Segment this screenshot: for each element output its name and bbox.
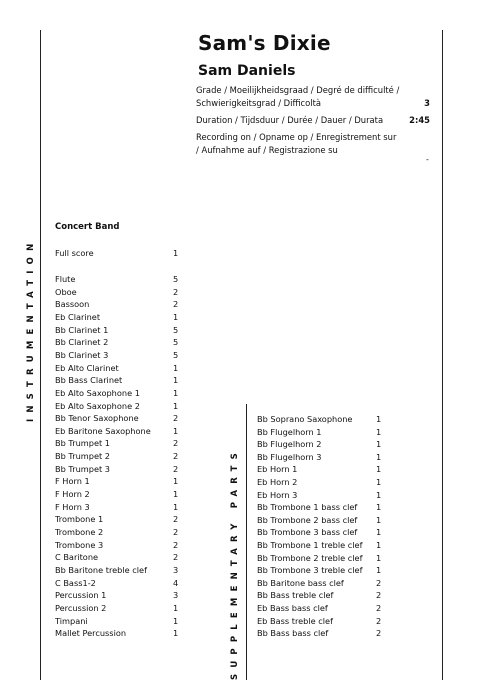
part-name: Timpani [55, 615, 88, 626]
list-item [257, 476, 382, 489]
part-qty: 2 [376, 603, 382, 613]
part-name: Percussion 1 [55, 590, 107, 601]
list-item [257, 627, 382, 640]
part-qty: 2 [173, 451, 179, 462]
list-item [55, 577, 179, 590]
part-name: Bb Flugelhorn 2 [257, 439, 322, 450]
part-qty: 2 [173, 299, 179, 310]
part-name: Eb Bass bass clef [257, 603, 328, 613]
part-name: Bb Trumpet 1 [55, 438, 110, 449]
instrumentation-label: INSTRUMENTATION [26, 237, 36, 422]
part-qty: 1 [376, 414, 382, 424]
part-qty: 1 [376, 439, 382, 450]
list-item [55, 437, 179, 450]
list-item [257, 552, 382, 565]
part-qty: 2 [173, 539, 179, 550]
list-item [257, 589, 382, 602]
list-item [55, 311, 179, 324]
part-qty: 1 [173, 602, 179, 613]
list-item [55, 412, 179, 425]
part-name: Percussion 2 [55, 602, 107, 613]
part-name: Oboe [55, 286, 77, 297]
list-item [55, 615, 179, 628]
part-qty: 5 [173, 274, 179, 284]
part-qty: 2 [173, 527, 179, 537]
full-score-row [55, 247, 181, 260]
part-name: Eb Alto Saxophone 1 [55, 387, 140, 398]
section-title: Concert Band [55, 222, 120, 232]
part-name: Trombone 2 [55, 527, 104, 537]
part-qty: 1 [173, 311, 179, 322]
list-item [55, 349, 179, 362]
list-item [257, 539, 382, 552]
part-name: Bb Trombone 1 treble clef [257, 540, 363, 550]
list-item [257, 501, 382, 514]
part-qty: 1 [173, 425, 179, 436]
recording-info [196, 131, 430, 157]
part-qty: 1 [173, 387, 179, 398]
part-qty: 1 [376, 540, 382, 550]
part-qty: 1 [173, 489, 179, 500]
list-item [55, 273, 179, 286]
part-name: F Horn 1 [55, 476, 90, 487]
list-item [55, 463, 179, 476]
part-name: Bb Trombone 3 treble clef [257, 565, 363, 576]
duration-label: Duration / Tijdsduur / Durée / Dauer / Durata [196, 115, 384, 125]
composer-name: Sam Daniels [198, 63, 296, 79]
piece-title: Sam's Dixie [198, 31, 331, 55]
part-name: Eb Horn 2 [257, 477, 298, 487]
part-qty: 1 [173, 628, 179, 639]
part-name: Bb Bass treble clef [257, 590, 334, 601]
recording-label: Recording on / Opname op / Enregistrement sur / Aufnahme auf / Registrazione su [196, 132, 397, 155]
part-name: C Bass1-2 [55, 577, 96, 588]
list-item [257, 438, 382, 451]
part-qty: 2 [376, 577, 382, 588]
part-name: Bb Bass Clarinet [55, 375, 123, 386]
part-name: Bb Trumpet 3 [55, 463, 110, 474]
list-item [55, 488, 179, 501]
part-qty: 2 [173, 286, 179, 297]
list-item [55, 362, 179, 375]
list-item [55, 425, 179, 438]
list-item [257, 526, 382, 539]
part-name: Eb Horn 1 [257, 464, 298, 475]
list-item [55, 400, 179, 413]
part-name: Bb Flugelhorn 1 [257, 426, 322, 437]
list-item [257, 514, 382, 527]
part-qty: 1 [376, 565, 382, 576]
list-item [257, 564, 382, 577]
part-qty: 2 [376, 628, 382, 639]
list-item [55, 564, 179, 577]
grade-value: 3 [424, 98, 430, 108]
list-item [55, 539, 179, 552]
list-item [55, 513, 179, 526]
list-item [55, 336, 179, 349]
part-qty: 4 [173, 577, 179, 588]
part-qty: 1 [376, 477, 382, 487]
part-name: Bb Trombone 2 treble clef [257, 552, 363, 563]
part-qty: 3 [173, 564, 179, 575]
part-qty: 2 [173, 413, 179, 424]
list-item [55, 602, 179, 615]
part-name: Flute [55, 274, 76, 284]
duration-value: 2:45 [409, 115, 430, 125]
part-qty: 1 [376, 451, 382, 462]
part-qty: 2 [173, 463, 179, 474]
part-name: Bb Soprano Saxophone [257, 414, 353, 424]
part-qty: 2 [173, 552, 179, 563]
part-name: Eb Clarinet [55, 311, 101, 322]
part-qty: 3 [173, 590, 179, 601]
part-qty: 1 [376, 514, 382, 525]
part-name: F Horn 3 [55, 501, 90, 512]
part-qty: 1 [376, 426, 382, 437]
list-item [55, 475, 179, 488]
part-qty: 1 [173, 476, 179, 487]
list-item [257, 489, 382, 502]
list-item [257, 426, 382, 439]
part-qty: 5 [173, 337, 179, 348]
part-name: Bb Bass bass clef [257, 628, 329, 639]
list-item [55, 551, 179, 564]
part-qty: 1 [173, 248, 179, 258]
left-rule [40, 30, 41, 680]
list-item [55, 324, 179, 337]
part-name: Bb Flugelhorn 3 [257, 451, 322, 462]
list-item [55, 286, 179, 299]
list-item [257, 413, 382, 426]
list-item [55, 450, 179, 463]
part-name: Eb Baritone Saxophone [55, 425, 151, 436]
part-qty: 1 [173, 375, 179, 386]
part-name: Bb Baritone treble clef [55, 564, 147, 575]
part-name: Bb Clarinet 3 [55, 349, 109, 360]
part-qty: 1 [173, 400, 179, 411]
part-qty: 2 [173, 514, 179, 525]
list-item [257, 577, 382, 590]
part-qty: 1 [376, 552, 382, 563]
list-item [55, 387, 179, 400]
list-item [55, 501, 179, 514]
list-item [257, 463, 382, 476]
center-rule [246, 404, 247, 680]
list-item [257, 602, 382, 615]
part-qty: 5 [173, 324, 179, 335]
grade-label: Grade / Moeilijkheidsgraad / Degré de difficulté / Schwierigkeitsgrad / Difficoltà [196, 85, 400, 108]
part-name: Bb Clarinet 1 [55, 324, 109, 335]
part-qty: 1 [376, 527, 382, 538]
part-qty: 1 [376, 502, 382, 513]
part-qty: 2 [376, 615, 382, 626]
part-name: Trombone 3 [55, 539, 104, 550]
part-name: Eb Alto Saxophone 2 [55, 400, 140, 411]
part-name: Bb Clarinet 2 [55, 337, 109, 348]
part-name: Bb Trumpet 2 [55, 451, 110, 462]
part-qty: 2 [173, 438, 179, 449]
part-name: F Horn 2 [55, 489, 90, 500]
part-name: Bb Baritone bass clef [257, 577, 344, 588]
duration-info [196, 114, 430, 127]
part-qty: 2 [376, 590, 382, 601]
part-name: Bb Trombone 1 bass clef [257, 502, 358, 513]
part-name: Bb Tenor Saxophone [55, 413, 139, 424]
part-name: Full score [55, 248, 94, 258]
right-rule [442, 30, 443, 680]
list-item [55, 298, 179, 311]
list-item [257, 615, 382, 628]
part-qty: 1 [376, 489, 382, 500]
part-name: Eb Alto Clarinet [55, 362, 119, 373]
list-item [55, 526, 179, 539]
part-name: Eb Horn 3 [257, 489, 298, 500]
part-qty: 5 [173, 349, 179, 360]
part-name: Trombone 1 [55, 514, 104, 525]
list-item [55, 374, 179, 387]
list-item [257, 451, 382, 464]
part-name: Eb Bass treble clef [257, 615, 333, 626]
part-qty: 1 [173, 362, 179, 373]
grade-info [196, 84, 430, 110]
part-name: Bb Trombone 3 bass clef [257, 527, 358, 538]
part-qty: 1 [173, 501, 179, 512]
part-name: C Baritone [55, 552, 99, 563]
recording-value: - [426, 155, 429, 164]
part-name: Mallet Percussion [55, 628, 127, 639]
part-name: Bassoon [55, 299, 90, 310]
part-qty: 1 [376, 464, 382, 475]
list-item [55, 627, 179, 640]
part-qty: 1 [173, 615, 179, 626]
list-item [55, 589, 179, 602]
supplementary-parts-label: SUPPLEMENTARY PARTS [230, 447, 240, 680]
part-name: Bb Trombone 2 bass clef [257, 514, 358, 525]
